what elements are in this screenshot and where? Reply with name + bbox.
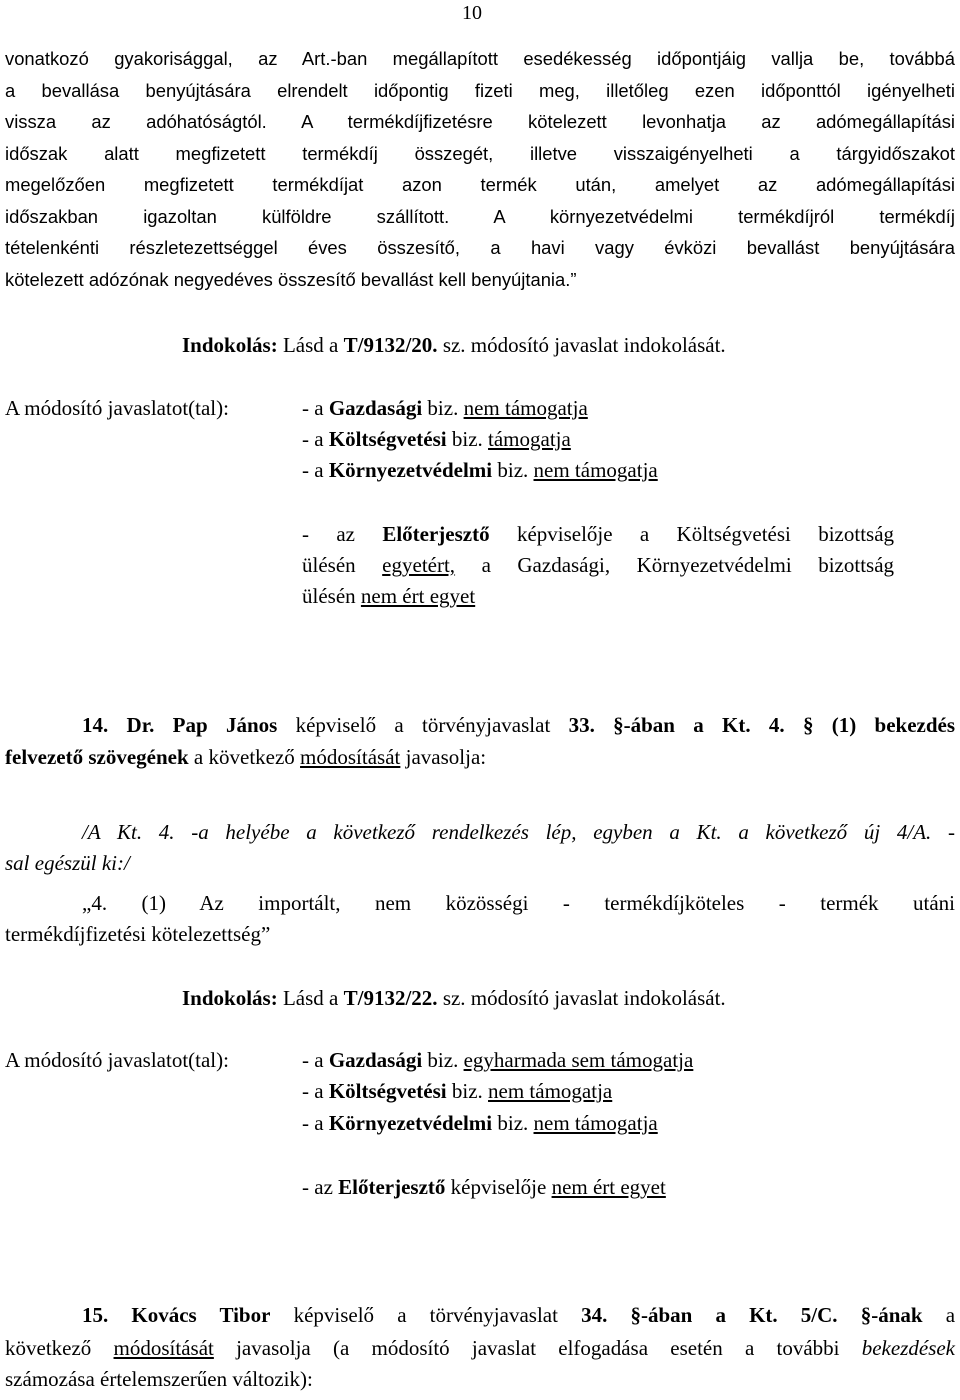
justification-line: Indokolás: Lásd a T/9132/22. sz. módosító javaslat indokolását.: [182, 986, 726, 1010]
law-text-line: megelőzően megfizetett termékdíjat azon termék után, amelyet az adómegállapítási: [5, 174, 955, 195]
amendment-number: 14.: [82, 713, 109, 737]
presenter-opinion: - az Előterjesztő képviselője a Költségvetési bizottság ülésén egyetért, a Gazdasági, Környezetvédelmi bizottság ülésén nem ért egyet: [302, 522, 895, 608]
amendment-14-instruction: /A Kt. 4. -a helyébe a következő rendelkezés lép, egyben a Kt. a következő új 4/A. - sal egészül ki:/: [5, 820, 955, 875]
law-text-line: vissza az adóhatóságtól. A termékdíjfizetésre kötelezett levonhatja az adómegállapítási: [5, 111, 955, 132]
amendment-15-body: következő módosítását javasolja (a módosító javaslat elfogadása esetén a további bekezdések számozása értelemszerűen változik):: [5, 1336, 956, 1391]
amendment-14-line2: felvezető szövegének a következő módosítását javasolja:: [5, 745, 487, 769]
amendment-number: 15.: [82, 1303, 109, 1327]
proposer-label: A módosító javaslatot(tal):: [5, 1048, 229, 1072]
justification-line: Indokolás: Lásd a T/9132/20. sz. módosító javaslat indokolását.: [182, 333, 726, 357]
committee-vote: - a Költségvetési biz. támogatja: [302, 427, 571, 451]
law-text-line: a bevallása benyújtására elrendelt időpontig fizeti meg, illetőleg ezen időponttól igényelheti: [5, 79, 955, 101]
law-text-line: időszak alatt megfizetett termékdíj összegét, illetve visszaigényelheti a tárgyidőszakot: [5, 142, 955, 164]
amendment-15-header: 15. Kovács Tibor képviselő a törvényjavaslat 34. §-ában a Kt. 5/C. §-ának a: [82, 1303, 956, 1327]
committee-vote: - a Gazdasági biz. nem támogatja: [302, 396, 588, 420]
committee-vote: - a Környezetvédelmi biz. nem támogatja: [302, 458, 658, 482]
proposer-label: A módosító javaslatot(tal):: [5, 396, 229, 420]
representative-name: Kovács Tibor: [131, 1303, 271, 1327]
committee-vote: - a Gazdasági biz. egyharmada sem támogatja: [302, 1048, 694, 1072]
committee-vote: - a Költségvetési biz. nem támogatja: [302, 1079, 613, 1103]
page-number: 10: [462, 2, 482, 24]
law-text-line: kötelezett adózónak negyedéves összesítő bevallást kell benyújtania.”: [5, 268, 577, 290]
presenter-opinion: - az Előterjesztő képviselője nem ért egyet: [302, 1175, 666, 1199]
amendment-14-quote: „4. (1) Az importált, nem közösségi - termékdíjköteles - termék utáni termékdíjfizetési kötelezettség”: [5, 891, 955, 946]
law-text-line: időszakban igazoltan külföldre szállított. A környezetvédelmi termékdíjról termékdíj: [5, 205, 955, 227]
representative-name: Pap János: [172, 713, 278, 737]
law-text-line: tételenkénti részletezettséggel éves összesítő, a havi vagy évközi bevallást benyújtására: [5, 237, 955, 258]
law-text-line: vonatkozó gyakorisággal, az Art.-ban megállapított esedékesség időpontjáig vallja be, továbbá: [5, 48, 955, 69]
committee-vote: - a Környezetvédelmi biz. nem támogatja: [302, 1111, 658, 1135]
amendment-14-header: 14. Dr. Pap János képviselő a törvényjavaslat 33. §-ában a Kt. 4. § (1) bekezdés: [82, 713, 956, 737]
law-text-paragraph: [5, 43, 955, 295]
